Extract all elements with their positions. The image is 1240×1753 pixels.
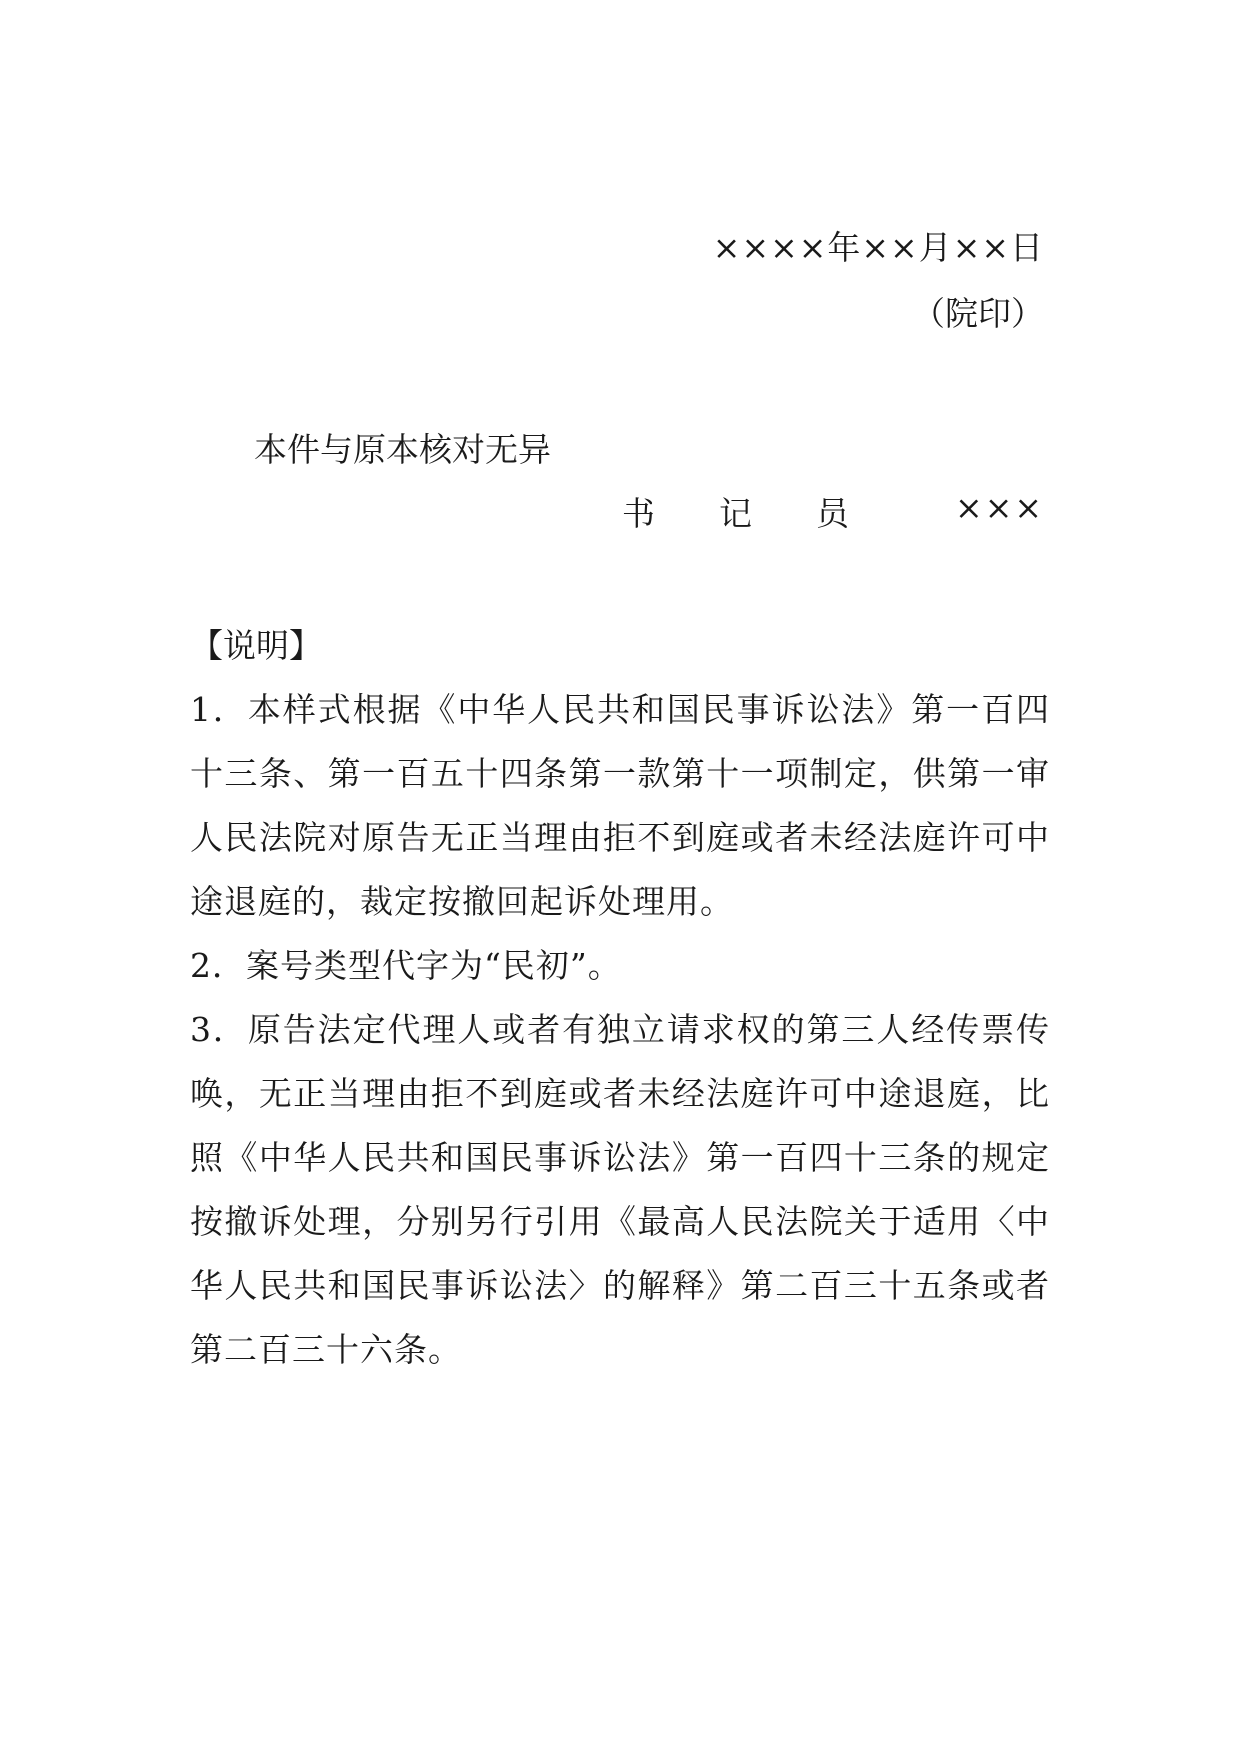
ruling-date: ××××年××月××日 xyxy=(712,228,1044,267)
clerk-title-char: 记 xyxy=(719,494,752,533)
clerk-title xyxy=(622,488,849,535)
notes-section xyxy=(190,614,1050,1382)
clerk-title-char: 员 xyxy=(816,494,849,533)
note-item: 3．原告法定代理人或者有独立请求权的第三人经传票传唤，无正当理由拒不到庭或者未经法庭许可中途退庭，比照《中华人民共和国民事诉讼法》第一百四十三条的规定按撤诉处理，分别另行引用《最高人民法院关于适用〈中华人民共和国民事诉讼法〉的解释》第二百三十五条或者第二百三十六条。 xyxy=(190,1010,1050,1369)
clerk-signature xyxy=(622,488,1044,535)
notes-heading: 【说明】 xyxy=(190,626,322,665)
court-seal-note: （院印） xyxy=(912,294,1044,333)
verification-statement: 本件与原本核对无异 xyxy=(254,430,551,469)
clerk-title-char: 书 xyxy=(622,494,655,533)
clerk-name: ××× xyxy=(955,488,1044,527)
note-item: 1．本样式根据《中华人民共和国民事诉讼法》第一百四十三条、第一百五十四条第一款第十一项制定，供第一审人民法院对原告无正当理由拒不到庭或者未经法庭许可中途退庭的，裁定按撤回起诉处理用。 xyxy=(190,690,1050,921)
note-item: 2．案号类型代字为“民初”。 xyxy=(190,946,622,985)
